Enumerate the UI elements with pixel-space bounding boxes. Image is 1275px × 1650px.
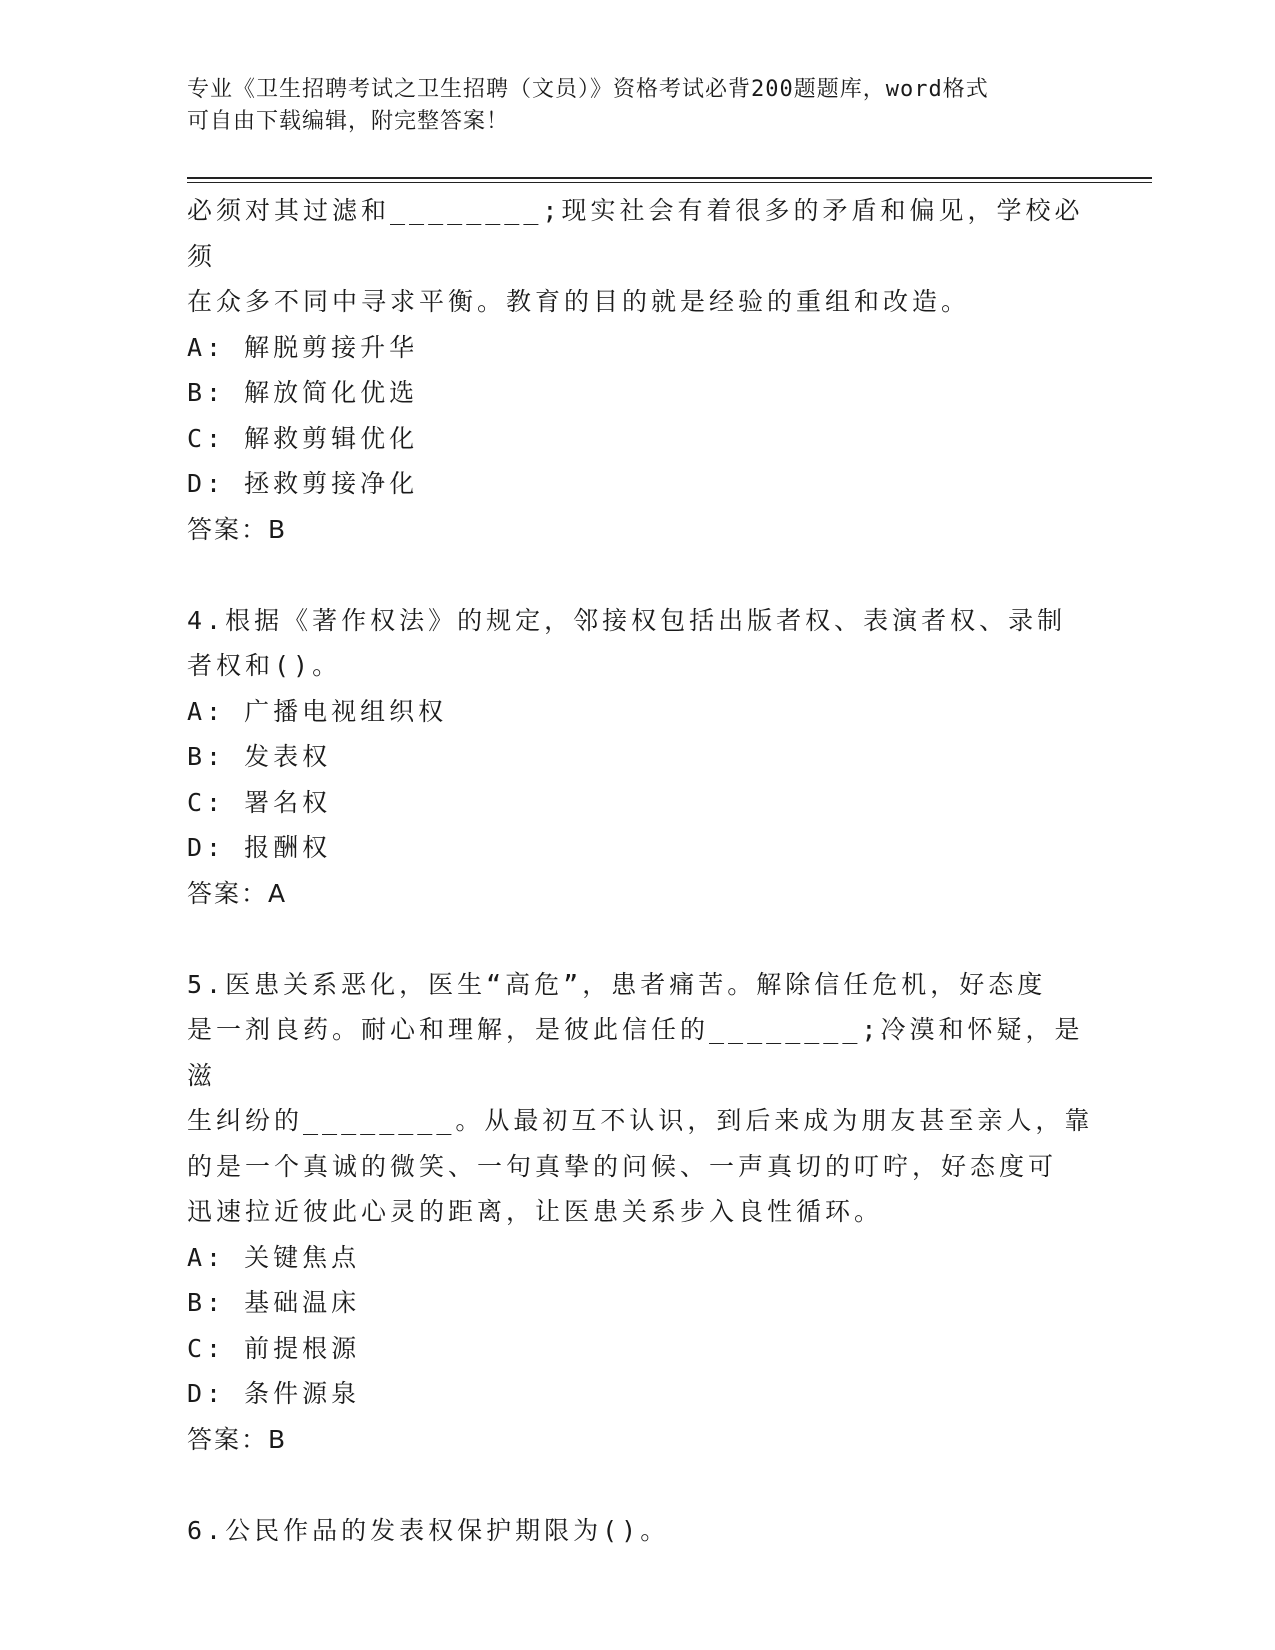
question-4-option-c: C: 署名权 bbox=[187, 787, 332, 817]
document-body bbox=[187, 188, 1107, 1553]
header-title-line-1: 专业《卫生招聘考试之卫生招聘（文员）》资格考试必背200题题库，word格式 bbox=[187, 77, 989, 102]
question-5-option-b: B: 基础温床 bbox=[187, 1288, 361, 1317]
question-3-option-d: D: 拯救剪接净化 bbox=[187, 469, 419, 498]
spacer bbox=[187, 552, 1107, 598]
question-5-text-line-1: 5.医患关系恶化，医生“高危”，患者痛苦。解除信任危机，好态度 bbox=[187, 969, 1047, 999]
header-title-line-2: 可自由下载编辑，附完整答案！ bbox=[187, 109, 510, 134]
question-5-option-a: A: 关键焦点 bbox=[187, 1242, 361, 1272]
question-6-text-line-1: 6.公民作品的发表权保护期限为()。 bbox=[187, 1515, 670, 1545]
question-4-option-a: A: 广播电视组织权 bbox=[187, 696, 448, 726]
question-6 bbox=[187, 1508, 1107, 1554]
question-5-answer: 答案：B bbox=[187, 1424, 288, 1454]
question-4 bbox=[187, 598, 1107, 917]
question-5-text-line-3: 生纠纷的________。从最初互不认识，到后来成为朋友甚至亲人，靠 bbox=[187, 1106, 1094, 1135]
question-4-answer: 答案：A bbox=[187, 878, 288, 908]
header-divider-thin bbox=[187, 182, 1152, 183]
question-3-option-c: C: 解救剪辑优化 bbox=[187, 423, 419, 453]
document-header bbox=[187, 74, 1087, 138]
question-3-option-b: B: 解放简化优选 bbox=[187, 378, 419, 407]
question-4-text-line-2: 者权和()。 bbox=[187, 651, 342, 680]
question-5-option-c: C: 前提根源 bbox=[187, 1333, 361, 1363]
question-5-text-line-5: 迅速拉近彼此心灵的距离，让医患关系步入良性循环。 bbox=[187, 1197, 884, 1226]
question-4-option-b: B: 发表权 bbox=[187, 742, 332, 771]
question-3-answer: 答案：B bbox=[187, 514, 288, 544]
question-3-option-a: A: 解脱剪接升华 bbox=[187, 332, 419, 362]
question-5-text-line-2: 是一剂良药。耐心和理解，是彼此信任的________;冷漠和怀疑，是滋 bbox=[187, 1015, 1084, 1090]
question-4-option-d: D: 报酬权 bbox=[187, 833, 332, 862]
question-5-option-d: D: 条件源泉 bbox=[187, 1379, 361, 1408]
question-3 bbox=[187, 188, 1107, 552]
question-3-text-line-2: 在众多不同中寻求平衡。教育的目的就是经验的重组和改造。 bbox=[187, 287, 971, 316]
question-5-text-line-4: 的是一个真诚的微笑、一句真挚的问候、一声真切的叮咛，好态度可 bbox=[187, 1151, 1058, 1181]
question-3-text-line-1: 必须对其过滤和________;现实社会有着很多的矛盾和偏见，学校必须 bbox=[187, 196, 1084, 271]
spacer bbox=[187, 916, 1107, 962]
question-5 bbox=[187, 962, 1107, 1463]
header-divider-thick bbox=[187, 177, 1152, 179]
spacer bbox=[187, 1462, 1107, 1508]
question-4-text-line-1: 4.根据《著作权法》的规定，邻接权包括出版者权、表演者权、录制 bbox=[187, 605, 1067, 635]
